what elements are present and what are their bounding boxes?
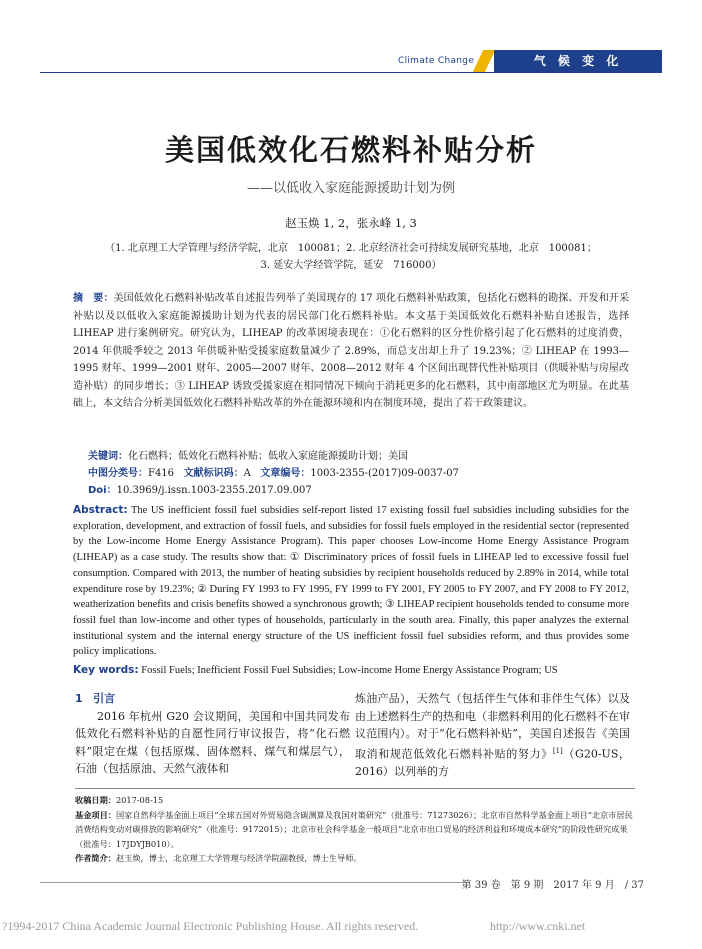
article-number-value: 1003-2355-(2017)09-0037-07 (310, 468, 459, 479)
article-subtitle: ——以低收入家庭能源援助计划为例 (246, 181, 455, 196)
abstract-en-label: Abstract: (73, 504, 128, 516)
keywords-en-label: Key words: (73, 664, 139, 676)
affiliation-line: （1. 北京理工大学管理与经济学院，北京 100081；2. 北京经济社会可持续发展研究基地，北京 100081； (105, 243, 597, 254)
abstract-en-text: The US inefficient fossil fuel subsidies self-report listed 17 existing fossil fuel subsidies including subsidies for the exploration, development, and extraction of fossil fuels, and subsidies for fossil fuels employed in the residential sector (represented by the Low-income Home Energy Assistance Program). This paper chooses Low-income Home Energy Assistance Program (LIHEAP) as a case study. The results show that: ① Discriminatory prices of fossil fuels in LIHEAP led to excessive fossil fuel consumption. Compared with 2013, the number of heating subsidies by recipient households reduced by 2.89% in 2014, while total expenditure rose by 19.23%; ② During FY 1993 to FY 1995, FY 1999 to FY 2001, FY 2005 to FY 2007, and FY 2008 to FY 2012, weatherization benefits and crisis benefits showed a synchronous growth; ③ LIHEAP recipient households tended to consume more fossil fuel than low-income and other types of households, particularly in the south area. Finally, this paper analyzes the external institutional system and the internal energy structure of the US inefficient fossil fuel subsidies reform, and thus provides some policy implications. (73, 505, 629, 658)
section-label-en: Climate Change (398, 56, 475, 66)
keywords-zh-text: 化石燃料；低效化石燃料补贴；低收入家庭能源援助计划；美国 (128, 451, 408, 462)
author-bio (75, 851, 635, 866)
body-column-right (355, 690, 630, 780)
section-label-zh: 气 候 变 化 (494, 50, 662, 72)
doi-line (88, 481, 628, 496)
author-bio-value: 赵玉焕，博士，北京理工大学管理与经济学院副教授，博士生导师。 (115, 853, 362, 863)
footnotes (75, 793, 635, 866)
section-title: 引言 (93, 692, 116, 705)
keywords-zh (88, 447, 628, 462)
fund-label: 基金项目： (75, 809, 116, 820)
received-label: 收稿日期： (75, 795, 116, 805)
footnote-rule (75, 788, 635, 789)
footer-rule (40, 882, 470, 883)
clc-label: 中图分类号： (88, 468, 148, 479)
page-info: 第 39 卷 第 9 期 2017 年 9 月 / 37 (461, 880, 644, 891)
watermark-copyright: ?1994-2017 China Academic Journal Electronic Publishing House. All rights reserved. (2, 919, 419, 933)
citation-marker: [1] (552, 746, 563, 755)
body-paragraph: 炼油产品），天然气（包括伴生气体和非伴生气体）以及由上述燃料生产的热和电（非燃料利用的化石燃料不在审议范围内）。对于“化石燃料补贴”，美国自述报告《美国取消和规范低效化石燃料补贴的努力》 (355, 692, 630, 761)
doi-value: 10.3969/j.issn.1003-2355.2017.09.007 (116, 485, 312, 496)
fund-info (75, 808, 635, 852)
affiliations (60, 240, 642, 274)
keywords-zh-label: 关键词： (88, 451, 128, 462)
abstract-zh-text: 美国低效化石燃料补贴改革自述报告列举了美国现存的 17 项化石燃料补贴政策，包括化石燃料的勘探、开发和开采补贴以及以低收入家庭能源援助计划为代表的居民部门化石燃料补贴。本文基于美国低效化石燃料补贴自述报告，选择 LIHEAP 进行案例研究。研究认为，LIHEAP 的改革困境表现在：①化石燃料的区分性价格引起了化石燃料的过度消费，2014 年供暖季较之 2013 年供暖补贴受援家庭数量减少了 2.89%，而总支出却上升了 19.23%；② LIHEAP 在 1993—1995 财年、1999—2001 财年、2005—2007 财年、2008—2012 财年 4 个区间出现替代性补贴项目（供暖补贴与房屋改造补贴）的同步增长；③ LIHEAP 诱致受援家庭在相同情况下倾向于消耗更多的化石燃料，其中南部地区尤为明显。在此基础上，本文结合分析美国低效化石燃料补贴改革的外在能源环境和内在制度环境，提出了若干政策建议。 (73, 293, 629, 409)
classification-line (88, 464, 628, 479)
clc-value: F416 (148, 468, 175, 479)
section-number: 1 (75, 692, 83, 705)
article-number-label: 文章编号： (260, 468, 311, 479)
doi-label: Doi： (88, 485, 117, 496)
received-value: 2017-08-15 (115, 795, 164, 805)
abstract-zh-label: 摘 要： (73, 293, 114, 304)
watermark-url: http://www.cnki.net (490, 919, 586, 933)
doc-code-value: A (243, 468, 251, 479)
body-paragraph: 2016 年杭州 G20 会议期间，美国和中国共同发布低效化石燃料补贴的自愿性同行审议报告，将“化石燃料”限定在煤（包括原煤、固体燃料、煤气和煤层气），石油（包括原油、天然气液体和 (75, 709, 350, 775)
author-bio-label: 作者简介： (75, 853, 116, 863)
author-line: 赵玉焕 1, 2，张永峰 1, 3 (285, 216, 417, 230)
doc-code-label: 文献标识码： (183, 468, 244, 479)
affiliation-line: 3. 延安大学经管学院，延安 716000） (260, 260, 442, 271)
header-accent-stripe (473, 50, 495, 72)
keywords-en-text: Fossil Fuels; Inefficient Fossil Fuel Subsidies; Low-income Home Energy Assistance Program; US (141, 665, 558, 676)
keywords-en (73, 664, 633, 676)
body-column-left (75, 690, 350, 778)
abstract-en (73, 503, 629, 660)
body-paragraph-cont: （G20-US，2016）以列举的方 (355, 747, 631, 778)
abstract-zh (73, 290, 629, 413)
received-date (75, 793, 635, 808)
fund-value: 国家自然科学基金面上项目“全球五国对外贸易隐含碳测算及我国对策研究”（批准号：71273026）；北京市自然科学基金面上项目“北京市居民消费结构变动对碳排放的影响研究”（批准号：9172015）；北京市社会科学基金一般项目“北京市出口贸易的经济利益和环境成本研究”的阶段性研究成果（批准号：17JDYJB010）。 (75, 809, 633, 849)
article-title: 美国低效化石燃料补贴分析 (164, 133, 537, 167)
section-heading (75, 690, 350, 708)
header-rule (40, 72, 662, 73)
